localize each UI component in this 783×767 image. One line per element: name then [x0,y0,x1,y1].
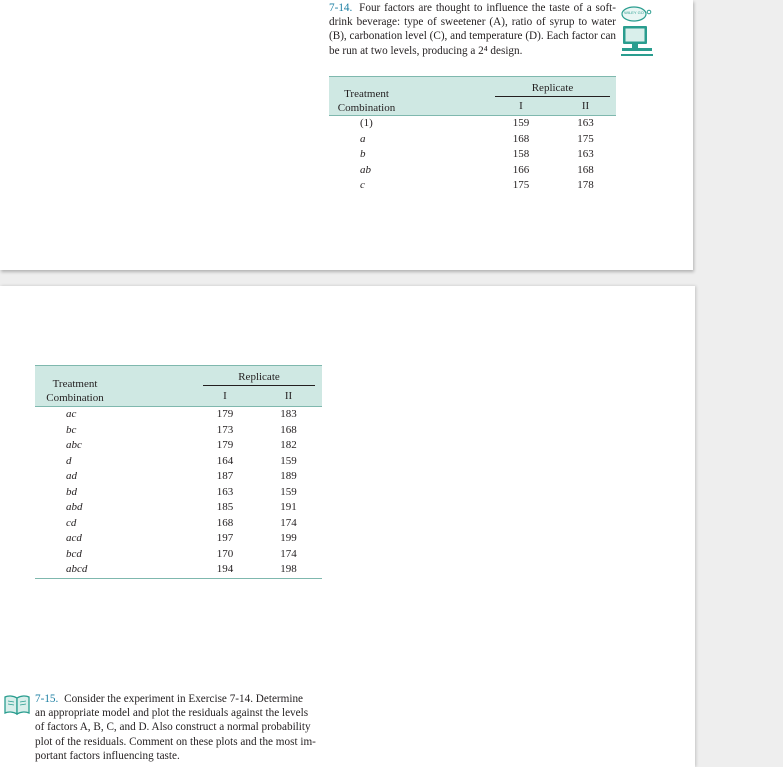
data-table-part-2 [35,365,322,579]
treatment-combination-cell: bcd [66,547,82,560]
spacer-cell [115,454,195,470]
rep-I-header: I [195,388,255,407]
replicate-I-cell: 164 [216,454,234,467]
treatment-combination-cell: cd [66,516,77,529]
table-row [329,163,616,179]
header-combination: Combination [46,392,104,404]
spacer-cell [115,500,195,516]
rep-II-header: II [555,97,616,115]
exercise-line: portant factors influencing taste. [35,749,180,762]
replicate-header: Replicate [495,82,610,97]
treatment-combination-cell: bc [66,423,77,436]
exercise-line: an appropriate model and plot the residuals against the levels [35,707,309,720]
replicate-II-cell: 175 [577,132,594,145]
replicate-I-cell: 194 [216,563,234,575]
exercise-line: plot of the residuals. Comment on these plots and the most im- [35,735,316,748]
spacer-cell [404,147,487,163]
exercise-line: of factors A, B, C, and D. Also construct a normal probability [35,721,311,734]
replicate-II-cell: 174 [280,547,297,560]
treatment-combination-cell: c [360,179,365,191]
replicate-I-cell: 166 [512,163,530,176]
replicate-II-cell: 168 [280,423,297,436]
spacer-cell [115,423,195,439]
replicate-I-cell: 175 [512,179,530,191]
table-row [35,438,322,454]
table-row [35,423,322,439]
replicate-II-cell: 168 [577,163,594,176]
replicate-II-cell: 174 [280,516,297,529]
wileyplus-computer-icon[interactable] [620,3,654,59]
spacer-cell [115,407,195,423]
rep-II-header: II [255,388,322,407]
spacer-cell [404,163,487,179]
spacer-cell [404,116,487,132]
spacer-cell [115,531,195,547]
table-row [329,147,616,163]
table-body-part-2 [35,407,322,579]
header-treatment: Treatment [344,88,389,100]
spacer-cell [115,438,195,454]
replicate-II-cell: 159 [280,454,297,467]
treatment-combination-cell: abcd [66,563,88,575]
replicate-I-cell: 168 [216,516,234,529]
replicate-II-cell: 189 [280,470,297,482]
exercise-line: Consider the experiment in Exercise 7-14. Determine [64,693,304,705]
replicate-I-cell: 168 [512,132,530,145]
table-row [35,454,322,470]
page-top [0,0,693,270]
treatment-combination-cell: abc [66,439,82,451]
replicate-II-cell: 159 [280,485,297,498]
replicate-II-cell: 163 [577,117,594,129]
spacer-cell [115,547,195,563]
replicate-I-cell: 179 [216,439,234,451]
exercise-7-14 [329,1,616,58]
replicate-II-cell: 198 [280,563,297,575]
table-row [329,132,616,148]
table-row [35,407,322,423]
table-row [35,531,322,547]
exercise-7-15 [35,692,322,763]
replicate-II-cell: 182 [280,439,297,451]
treatment-combination-cell: (1) [360,117,373,129]
treatment-combination-cell: abd [66,501,83,513]
replicate-I-cell: 158 [512,148,530,160]
replicate-I-cell: 197 [216,532,234,544]
data-table-part-1 [329,76,616,194]
replicate-II-cell: 163 [577,148,594,160]
replicate-II-cell: 199 [280,532,297,544]
wiley-go-label: WILEY GO [624,10,644,15]
treatment-combination-cell: b [360,148,366,160]
treatment-combination-cell: d [66,454,72,467]
spacer-cell [404,178,487,194]
exercise-text: Four factors are thought to influence the taste of a soft-drink beverage: type of sweetener (A), ratio of syrup to water (B), carbonation level (C), and temperature (D). Each factor can be run at two levels, producing a 2⁴ design. [329,2,617,57]
treatment-combination-cell: ab [360,163,371,176]
spacer-cell [115,562,195,578]
replicate-I-cell: 185 [216,501,234,513]
treatment-combination-cell: a [360,132,366,145]
table-row [35,485,322,501]
table-row [35,469,322,485]
table-row [329,178,616,194]
spacer-cell [404,132,487,148]
replicate-II-cell: 191 [280,501,297,513]
exercise-number: 7-15. [35,693,59,705]
treatment-combination-cell: ad [66,470,77,482]
replicate-II-cell: 183 [280,408,297,420]
table-row [35,562,322,578]
table-row [329,116,616,132]
replicate-I-cell: 163 [216,485,234,498]
replicate-I-cell: 173 [216,423,234,436]
replicate-II-cell: 178 [577,179,594,191]
treatment-combination-cell: bd [66,485,77,498]
table-row [35,547,322,563]
rep-I-header: I [487,97,555,115]
treatment-combination-header [35,366,115,407]
table-body-part-1 [329,116,616,194]
spacer-cell [115,516,195,532]
book-icon[interactable] [4,694,30,716]
spacer-cell [115,485,195,501]
replicate-I-cell: 187 [216,470,234,482]
table-row [35,500,322,516]
table-row [35,516,322,532]
replicate-I-cell: 170 [216,547,234,560]
treatment-combination-cell: ac [66,408,77,420]
spacer-cell [115,469,195,485]
page-bottom [0,286,695,767]
treatment-combination-header [329,77,404,116]
replicate-I-cell: 159 [512,117,530,129]
header-combination: Combination [337,102,396,114]
treatment-combination-cell: acd [66,532,82,544]
replicate-header: Replicate [203,371,315,386]
replicate-I-cell: 179 [216,408,234,420]
exercise-number: 7-14. [329,2,353,14]
header-treatment: Treatment [52,378,98,390]
